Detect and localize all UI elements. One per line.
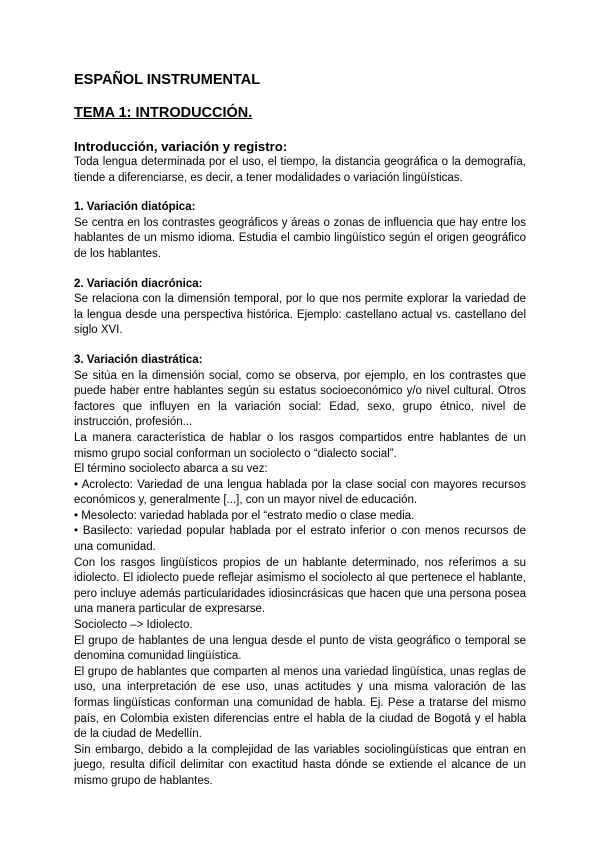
list-item-mesolecto: • Mesolecto: variedad hablada por el “estrato medio o clase media. bbox=[74, 509, 415, 522]
diacronica-heading: 2. Variación diacrónica: bbox=[74, 277, 203, 290]
intro-heading: Introducción, variación y registro: bbox=[74, 139, 288, 154]
diatopica-heading: 1. Variación diatópica: bbox=[74, 201, 196, 214]
diacronica-text: Se relaciona con la dimensión temporal, por lo que nos permite explorar la variedad de la lengua desde una perspectiva histórica. Ejemplo: castellano actual vs. castellano del siglo XVI. bbox=[74, 293, 526, 337]
diastratica-paragraph: Se sitúa en la dimensión social, como se observa, por ejemplo, en los contrastes que puede haber entre hablantes según su estatus socioeconómico y/o nivel cultural. Otros factores que influyen en la variación social: Edad, sexo, grupo étnico, nivel de instrucción, profesión... bbox=[74, 369, 526, 429]
tema-heading: TEMA 1: INTRODUCCIÓN. bbox=[74, 105, 253, 121]
diastratica-paragraph: Sin embargo, debido a la complejidad de las variables sociolingüísticas que entran en juego, resulta difícil delimitar con exactitud hasta dónde se extiende el alcance de un mismo grupo de hablantes. bbox=[74, 743, 526, 787]
diastratica-paragraph: Con los rasgos lingüísticos propios de un hablante determinado, nos referimos a su idiolecto. El idiolecto puede reflejar asimismo el sociolecto al que pertenece el hablante, pero incluye además particularidades idiosincrásicas que hacen que una persona posea una manera particular de expresarse. bbox=[74, 556, 526, 616]
intro-text: Toda lengua determinada por el uso, el tiempo, la distancia geográfica o la demografía, tiende a diferenciarse, es decir, a tener modalidades o variación lingüísticas. bbox=[74, 156, 526, 184]
list-item-acrolecto: • Acrolecto: Variedad de una lengua hablada por la clase social con mayores recursos económicos y, generalmente [...], con un mayor nivel de educación. bbox=[74, 478, 526, 507]
diastratica-paragraph: El término sociolecto abarca a su vez: bbox=[74, 463, 268, 476]
diastratica-paragraph: Sociolecto –> Idiolecto. bbox=[74, 619, 193, 632]
diastratica-paragraph: El grupo de hablantes de una lengua desde el punto de vista geográfico o temporal se denomina comunidad lingüística. bbox=[74, 634, 526, 663]
diatopica-text: Se centra en los contrastes geográficos y áreas o zonas de influencia que hay entre los hablantes de un mismo idioma. Estudia el cambio lingüístico según el origen geográfico de los hablantes. bbox=[74, 216, 526, 260]
document-title: ESPAÑOL INSTRUMENTAL bbox=[74, 72, 261, 88]
list-item-basilecto: • Basilecto: variedad popular hablada por el estrato inferior o con menos recursos de una comunidad. bbox=[74, 525, 526, 554]
diastratica-heading: 3. Variación diastrática: bbox=[74, 353, 203, 366]
document-body bbox=[74, 139, 526, 790]
diastratica-paragraph: El grupo de hablantes que comparten al menos una variedad lingüística, unas reglas de uso, una interpretación de ese uso, unas actitudes y una misma valoración de las formas lingüísticas conforman una comunidad de habla. Ej. Pese a tratarse del mismo país, en Colombia existen diferencias entre el habla de la ciudad de Bogotá y el habla de la ciudad de Medellín. bbox=[74, 665, 526, 741]
diastratica-paragraph: La manera característica de hablar o los rasgos compartidos entre hablantes de un mismo grupo social conforman un sociolecto o “dialecto social”. bbox=[74, 431, 526, 460]
